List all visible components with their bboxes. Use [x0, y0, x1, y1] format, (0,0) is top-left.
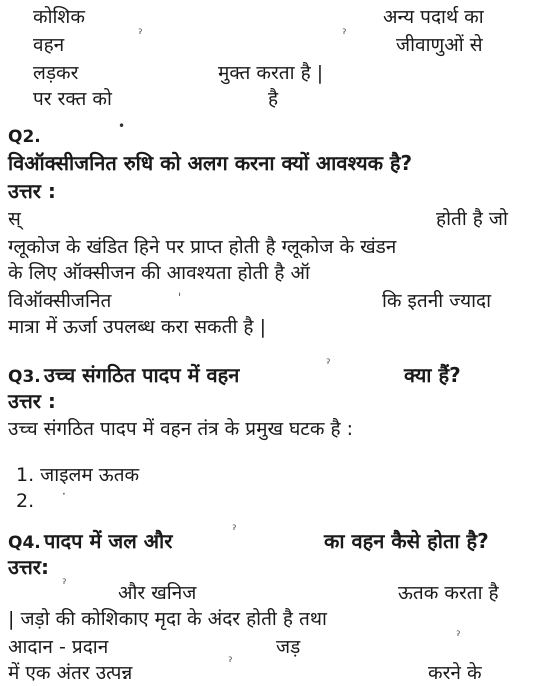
stray-mark: ˀ — [138, 27, 143, 41]
q4-line-4-right: करने के — [428, 662, 482, 684]
q3-list-item-2 — [16, 488, 34, 514]
q3-question-part-1: उच्च संगठित पादप में वहन — [44, 363, 240, 387]
q4-answer-label: उत्तर: — [8, 555, 49, 579]
intro-line-4-left: पर रक्त को — [33, 88, 112, 110]
q4-line-2: | जड़ो की कोशिकाए मृदा के अंदर होती है तथा — [8, 608, 327, 630]
stray-mark: • — [118, 119, 126, 133]
q2-line-4-right: कि इतनी ज्यादा — [382, 290, 492, 312]
intro-line-1-right: अन्य पदार्थ का — [383, 6, 484, 28]
q4-line-1-left: और खनिज — [118, 582, 197, 604]
stray-mark: ˀ — [228, 655, 233, 669]
intro-line-2-left: वहन — [33, 34, 65, 56]
intro-line-4-right: है — [268, 88, 279, 110]
q4-line-4-left: में एक अंतर उत्पन्न — [8, 662, 133, 684]
q2-line-5: मात्रा में ऊर्जा उपलब्ध करा सकती है | — [8, 316, 266, 338]
q2-line-1-left: स् — [8, 208, 21, 230]
q3-list-item-1 — [16, 462, 139, 488]
q2-answer-label: उत्तर : — [8, 179, 56, 203]
q2-line-2: ग्लूकोज के खंडित हिने पर प्राप्त होती है ग्लूकोज के खंडन — [8, 236, 397, 258]
q2-line-1-right: होती है जो — [436, 208, 508, 230]
intro-line-2-right: जीवाणुओं से — [396, 34, 483, 56]
q4-question-part-2: का वहन कैसे होता है? — [324, 529, 489, 553]
q2-label: Q2. — [8, 127, 41, 147]
q3-label: Q3. — [8, 367, 41, 387]
stray-mark: ˀ — [456, 629, 461, 643]
intro-line-3-right: मुक्त करता है | — [218, 62, 324, 84]
q4-line-1-right: ऊतक करता है — [398, 582, 499, 604]
q3-answer-label: उत्तर : — [8, 389, 56, 413]
stray-mark: ˌ — [178, 283, 182, 297]
list-number: 2. — [16, 490, 35, 512]
stray-mark: · — [62, 487, 66, 501]
q3-line-1: उच्च संगठित पादप में वहन तंत्र के प्रमुख घटक है : — [8, 418, 354, 440]
q4-question-part-1: पादप में जल और — [44, 529, 173, 553]
q4-line-3-right: जड़ — [276, 636, 301, 658]
stray-mark: ˀ — [232, 523, 237, 537]
stray-mark: ˀ — [326, 357, 331, 371]
list-item-text: जाइलम ऊतक — [40, 464, 140, 486]
q2-line-3: के लिए ऑक्सीजन की आवश्यता होती है ऑ — [8, 262, 310, 284]
intro-line-1-left: कोशिक — [33, 6, 85, 28]
q2-question: विऑक्सीजनित रुधि को अलग करना क्यों आवश्यक है? — [8, 151, 413, 175]
stray-mark: ˀ — [342, 27, 347, 41]
q2-line-4-left: विऑक्सीजनित — [8, 290, 112, 312]
q4-label: Q4. — [8, 533, 41, 553]
list-number: 1. — [16, 464, 41, 486]
q3-question-part-2: क्या हैं? — [404, 363, 461, 387]
stray-mark: ˀ — [62, 577, 67, 591]
intro-line-3-left: लड़कर — [33, 62, 79, 84]
q4-line-3-left: आदान - प्रदान — [8, 636, 109, 658]
